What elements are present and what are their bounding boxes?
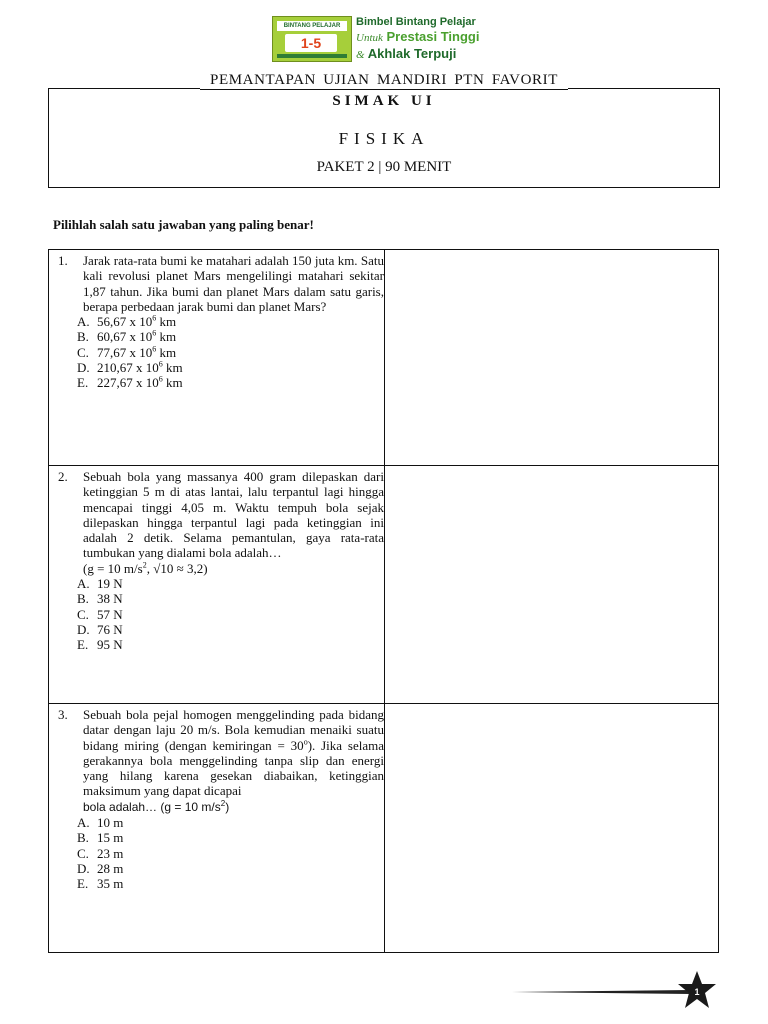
package-info: PAKET 2 | 90 MENIT	[316, 159, 452, 175]
answer-workspace-2[interactable]	[385, 466, 718, 703]
option-value: 28 m	[97, 860, 124, 876]
option-letter: D.	[77, 360, 90, 376]
question-number: 1.	[58, 253, 68, 268]
option-list	[77, 576, 384, 652]
option-value: 57 N	[97, 606, 123, 622]
option-d[interactable]	[77, 360, 384, 375]
option-letter: D.	[77, 621, 90, 637]
question-row-2	[48, 465, 719, 703]
exam-name: SIMAK UI	[332, 93, 436, 109]
question-row-3	[48, 703, 719, 953]
logo-tagline-1-main: Prestasi Tinggi	[386, 29, 480, 44]
option-letter: B.	[77, 329, 89, 345]
option-list	[77, 314, 384, 390]
option-value: 23 m	[97, 845, 124, 861]
option-value: 35 m	[97, 876, 124, 892]
option-list	[77, 815, 384, 891]
question-text: Jarak rata-rata bumi ke matahari adalah 150 juta km. Satu kali revolusi planet Mars mengelilingi matahari sekitar 1,87 tahun. Jika bumi dan planet Mars dalam satu garis, berapa perbedaan jarak bumi dan planet Mars?	[83, 253, 384, 314]
option-letter: C.	[77, 845, 89, 861]
option-e[interactable]	[77, 637, 384, 652]
option-letter: E.	[77, 876, 89, 892]
given-values: (g = 10 $m/s^2$, √10 ≈ 3,2)	[83, 560, 208, 576]
option-value: 95 N	[97, 637, 123, 653]
option-letter: B.	[77, 830, 89, 846]
logo-badge-title: BINTANG PELAJAR	[277, 21, 347, 31]
footer-streak-decoration	[512, 990, 690, 994]
bimbel-logo	[272, 16, 502, 62]
question-cell-2	[49, 466, 385, 703]
option-letter: B.	[77, 591, 89, 607]
logo-org-name: Bimbel Bintang Pelajar	[356, 16, 476, 28]
option-letter: A.	[77, 815, 90, 831]
question-text: Sebuah bola pejal homogen menggelinding pada bidang datar dengan laju 20 m/s. Bola kemudian menaiki suatu bidang miring (dengan kemiringan = $30^o$). Jika selama gerakannya bola menggelinding tanpa slip dan energi yang hilang karena gesekan diabaikan, ketinggian maksimum yang dapat dicapai bola adalah… (g = 10 $m/s^2$)	[83, 707, 384, 814]
page-star-icon	[676, 970, 718, 1010]
option-value: 10 m	[97, 815, 124, 831]
question-row-1	[48, 249, 719, 465]
option-letter: E.	[77, 375, 89, 391]
option-b[interactable]	[77, 329, 384, 344]
option-value: 227,67 x $10^6$ km	[97, 375, 183, 391]
logo-tagline-1-prefix: Untuk	[356, 32, 383, 44]
option-value: 210,67 x $10^6$ km	[97, 359, 183, 376]
option-value: 15 m	[97, 830, 124, 846]
option-value: 56,67 x $10^6$ km	[97, 313, 177, 330]
logo-tagline-2-prefix: &	[356, 49, 365, 61]
exam-header-box	[48, 88, 720, 188]
question-number: 2.	[58, 469, 68, 484]
logo-tagline-1	[356, 29, 506, 46]
logo-text	[356, 16, 506, 63]
question-cell-1	[49, 250, 385, 465]
logo-tagline-2	[356, 46, 506, 63]
option-d[interactable]	[77, 622, 384, 637]
option-letter: A.	[77, 576, 90, 592]
option-c[interactable]	[77, 846, 384, 861]
option-a[interactable]	[77, 576, 384, 591]
logo-badge-grade: 1-5	[285, 34, 337, 52]
option-e[interactable]	[77, 375, 384, 390]
option-b[interactable]	[77, 591, 384, 606]
answer-workspace-1[interactable]	[385, 250, 718, 465]
option-value: 76 N	[97, 621, 123, 637]
option-letter: C.	[77, 344, 89, 360]
option-letter: A.	[77, 314, 90, 330]
option-value: 77,67 x $10^6$ km	[97, 344, 177, 360]
option-value: 38 N	[97, 591, 123, 607]
answer-workspace-3[interactable]	[385, 704, 718, 952]
option-value: 60,67 x $10^6$ km	[97, 329, 177, 345]
option-letter: D.	[77, 860, 90, 876]
logo-badge	[272, 16, 352, 62]
instruction-text: Pilihlah salah satu jawaban yang paling benar!	[53, 217, 314, 232]
option-d[interactable]	[77, 861, 384, 876]
option-c[interactable]	[77, 345, 384, 360]
option-b[interactable]	[77, 830, 384, 845]
question-number: 3.	[58, 707, 68, 722]
question-text: Sebuah bola yang massanya 400 gram dilepaskan dari ketinggian 5 m di atas lantai, lalu terpantul lagi hingga mencapai tinggi 4,05 m. Waktu tempuh bola sejak dilepaskan hingga terpantul lagi pada ketinggian ini adalah 2 detik. Selama pemantulan, gaya rata-rata tumbukan yang dialami bola adalah… (g = 10 $m/s^2$, √10 ≈ 3,2)	[83, 469, 384, 576]
question-3-ending: bola adalah… (g = 10 $m/s^2$)	[83, 798, 230, 814]
exam-title: PEMANTAPAN UJIAN MANDIRI PTN FAVORIT	[200, 72, 568, 90]
logo-tagline-2-main: Akhlak Terpuji	[367, 46, 457, 61]
option-a[interactable]	[77, 815, 384, 830]
option-a[interactable]	[77, 314, 384, 329]
option-c[interactable]	[77, 607, 384, 622]
option-value: 19 N	[97, 576, 123, 592]
page-number: 1	[694, 987, 700, 997]
logo-badge-bar	[277, 54, 347, 58]
question-table	[48, 249, 719, 953]
subject-title: FISIKA	[338, 129, 430, 148]
option-letter: C.	[77, 606, 89, 622]
option-letter: E.	[77, 637, 89, 653]
option-e[interactable]	[77, 876, 384, 891]
question-cell-3	[49, 704, 385, 952]
